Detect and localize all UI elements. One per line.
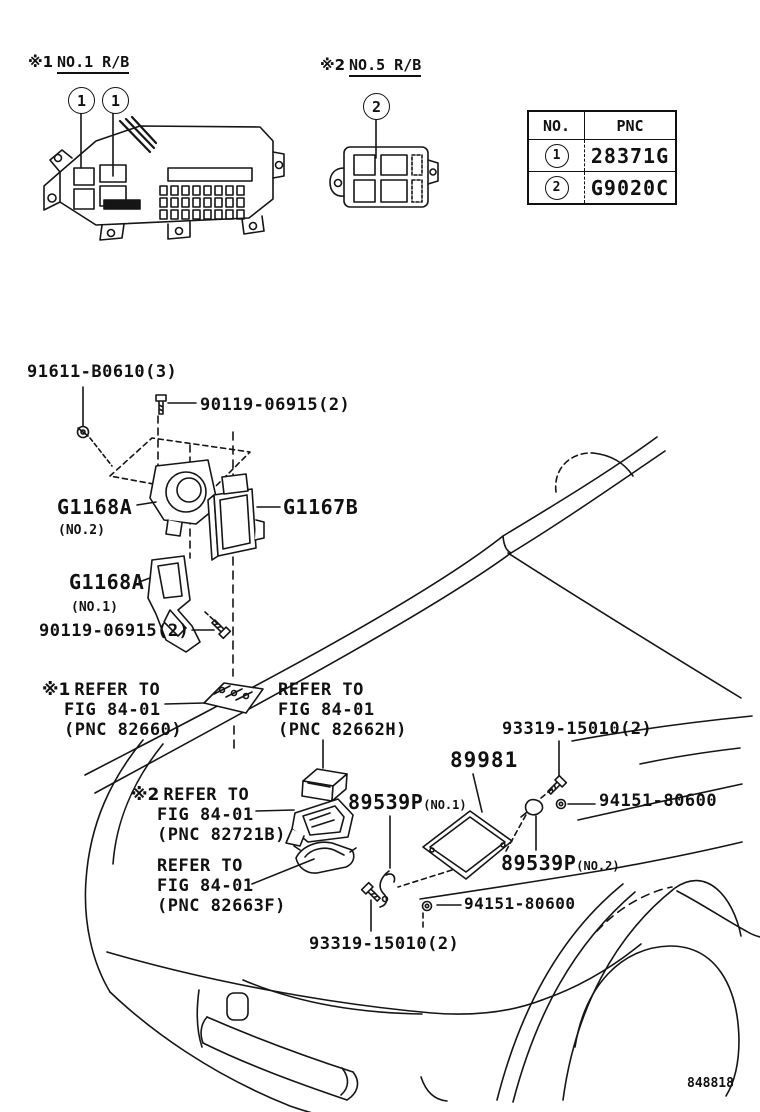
- rb1-note: ※1: [28, 53, 54, 71]
- rb2-relay-block-drawing: [330, 119, 438, 207]
- label-94151-80600-lower: 94151-80600: [464, 894, 576, 913]
- callout-1b: 1: [102, 87, 129, 114]
- label-94151-80600-upper: 94151-80600: [599, 791, 718, 811]
- rb1-title: NO.1 R/B: [57, 53, 129, 74]
- bolt-90119-upper: [156, 395, 166, 414]
- g1167b-drawing: [208, 474, 264, 560]
- refer-82721b-note: ※2: [131, 785, 160, 805]
- g1168a-no2-drawing: [150, 460, 218, 536]
- pnc-table: [527, 110, 677, 205]
- refer-82721b: ※2 REFER TO FIG 84-01 (PNC 82721B): [131, 785, 286, 845]
- callout-2: 2: [363, 93, 390, 120]
- nut-94151-lower: [423, 902, 432, 911]
- pnc-table-row: [529, 139, 675, 171]
- pnc-table-row: [529, 171, 675, 203]
- rb1-fuse-box-drawing: [44, 113, 284, 240]
- drawing-number: 848818: [687, 1076, 734, 1091]
- refer-82662h: REFER TO FIG 84-01 (PNC 82662H): [278, 680, 407, 740]
- label-g1168a-no1: G1168A: [69, 570, 145, 594]
- bolt-90119-lower: [210, 618, 231, 639]
- rb2-note: ※2: [320, 56, 346, 74]
- label-93319-15010-upper: 93319-15010(2): [502, 719, 653, 739]
- refer-82663f: REFER TO FIG 84-01 (PNC 82663F): [157, 856, 286, 916]
- bolt-93319-upper: [546, 776, 567, 797]
- col-header-pnc: PNC: [616, 116, 644, 135]
- callout-1a: 1: [68, 87, 95, 114]
- clamp-89539p-no1: [380, 871, 395, 907]
- row-callout-1: 1: [545, 144, 569, 168]
- label-g1168a-no2-sub: (NO.2): [58, 523, 105, 538]
- car-outline: [85, 437, 760, 1112]
- pnc-value-2: G9020C: [590, 175, 670, 200]
- clamp-89539p-no2: [521, 800, 543, 817]
- pnc-table-header: [529, 112, 675, 139]
- label-g1168a-no1-sub: (NO.1): [71, 600, 118, 615]
- label-89539p-no1: 89539P (NO.1): [348, 790, 467, 814]
- refer-82660-note: ※1: [42, 680, 71, 700]
- col-header-no: NO.: [529, 112, 585, 139]
- bracket-82663f-drawing: [294, 842, 356, 873]
- row-callout-2: 2: [545, 176, 569, 200]
- label-93319-15010-lower: 93319-15010(2): [309, 934, 460, 954]
- label-89981: 89981: [450, 748, 519, 772]
- ecu-89981-drawing: [423, 811, 512, 879]
- nut-94151-upper: [557, 800, 566, 809]
- label-91611-B0610: 91611-B0610(3): [27, 362, 178, 382]
- rb2-heading: [320, 56, 421, 74]
- label-g1167b: G1167B: [283, 495, 359, 519]
- bolt-93319-lower: [362, 883, 383, 904]
- refer-82660: ※1 REFER TO FIG 84-01 (PNC 82660): [42, 680, 183, 740]
- rb1-heading: [28, 53, 129, 71]
- label-g1168a-no2: G1168A: [57, 495, 133, 519]
- label-90119-06915-lower: 90119-06915(2): [39, 621, 190, 641]
- screw-91611: [78, 427, 89, 438]
- relay-82662h-drawing: [302, 769, 347, 801]
- pnc-value-1: 28371G: [590, 143, 670, 168]
- bracket-82721b-drawing: [286, 799, 353, 846]
- label-89539p-no2: 89539P (NO.2): [501, 851, 620, 875]
- rb2-title: NO.5 R/B: [349, 56, 421, 77]
- label-90119-06915-upper: 90119-06915(2): [200, 395, 351, 415]
